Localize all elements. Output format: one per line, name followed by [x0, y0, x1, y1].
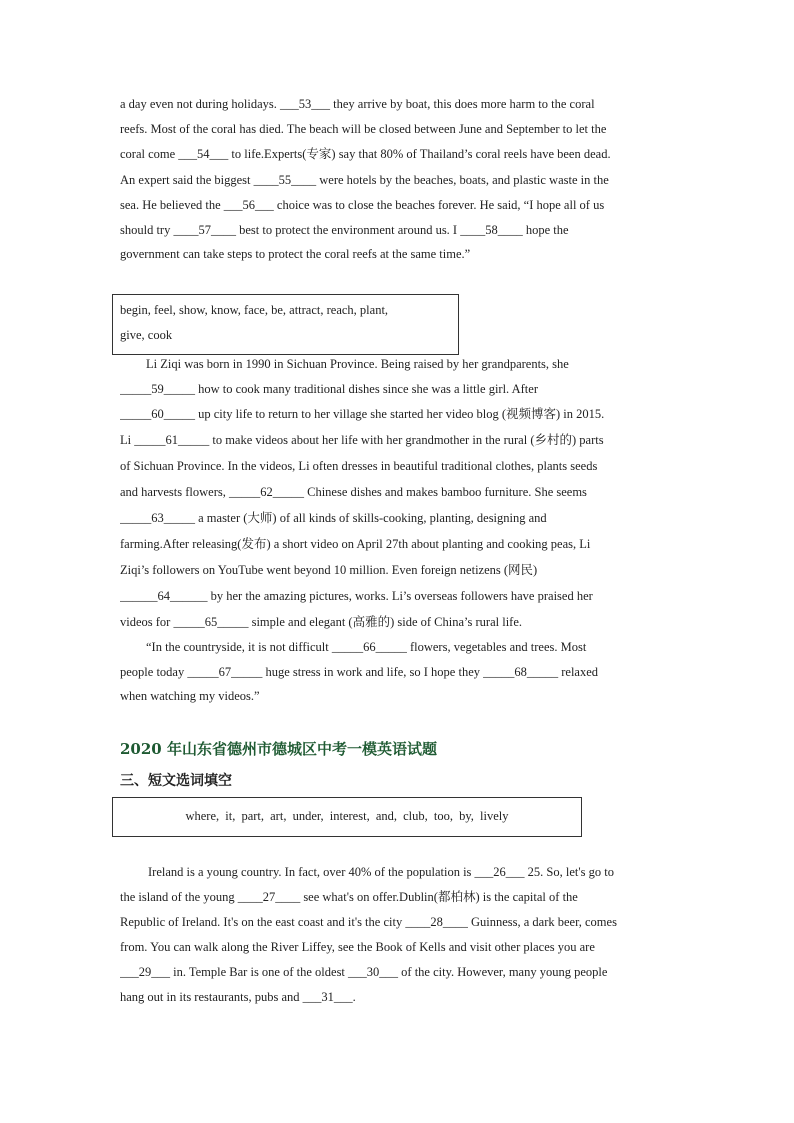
text-line: the island of the young ____27____ see what's on offer.Dublin(都柏林) is the capital of the [120, 890, 578, 904]
text-line: from. You can walk along the River Liffey, see the Book of Kells and visit other places you are [120, 940, 595, 954]
text-line: _____63_____ a master (大师) of all kinds of skills-cooking, planting, designing and [120, 511, 547, 525]
text-line: Republic of Ireland. It's on the east coast and it's the city ____28____ Guinness, a dark beer, comes [120, 915, 617, 929]
text-line: government can take steps to protect the coral reefs at the same time.” [120, 247, 471, 261]
text-line: hang out in its restaurants, pubs and ___31___. [120, 990, 356, 1004]
text-line: people today _____67_____ huge stress in work and life, so I hope they _____68_____ relaxed [120, 664, 599, 679]
text-line: sea. He believed the ___56___ choice was to close the beaches forever. He said, “I hope all of us [120, 198, 605, 212]
text-line: _____60_____ up city life to return to her village she started her video blog (视频博客) in 2015. [120, 407, 605, 421]
text-line: ___29___ in. Temple Bar is one of the oldest ___30___ of the city. However, many young people [120, 965, 608, 979]
text-line: coral come ___54___ to life.Experts(专家) say that 80% of Thailand’s coral reels have been dead. [120, 147, 611, 161]
text-line: farming.After releasing(发布) a short video on April 27th about planting and cooking peas, Li [120, 537, 591, 551]
passage-ireland [120, 860, 680, 1010]
text-line: videos for _____65_____ simple and elegant (高雅的) side of China’s rural life. [120, 615, 523, 629]
exam-title: 2020 年山东省德州市德城区中考一模英语试题 [120, 740, 437, 758]
part-title: 三、短文选词填空 [120, 773, 232, 789]
text-line: Li _____61_____ to make videos about her life with her grandmother in the rural (乡村的) parts [120, 433, 604, 447]
text-line: should try ____57____ best to protect the environment around us. I ____58____ hope the [120, 222, 569, 237]
word-bank-box: where, it, part, art, under, interest, and, club, too, by, lively [112, 797, 582, 837]
text-line: _____59_____ how to cook many traditional dishes since she was a little girl. After [120, 381, 538, 396]
text-line: Li Ziqi was born in 1990 in Sichuan Province. Being raised by her grandparents, she [146, 357, 569, 371]
text-line: a day even not during holidays. ___53___ they arrive by boat, this does more harm to the coral [120, 97, 595, 111]
text-line: An expert said the biggest ____55____ were hotels by the beaches, boats, and plastic waste in the [120, 173, 609, 187]
text-line: of Sichuan Province. In the videos, Li often dresses in beautiful traditional clothes, plants seeds [120, 459, 598, 473]
word-bank-box [112, 294, 459, 355]
text-line: when watching my videos.” [120, 689, 260, 703]
text-line: ______64______ by her the amazing pictures, works. Li’s overseas followers have praised her [120, 589, 593, 603]
passage-coral-reefs [120, 92, 676, 267]
text-line: Ireland is a young country. In fact, over 40% of the population is ___26___ 25. So, let's go to [148, 865, 614, 879]
passage-li-ziqi [120, 352, 676, 709]
word-bank-line: begin, feel, show, know, face, be, attract, reach, plant, [120, 303, 389, 317]
text-line: Ziqi’s followers on YouTube went beyond 10 million. Even foreign netizens (网民) [120, 563, 538, 577]
word-bank-line: give, cook [120, 328, 173, 342]
text-line: reefs. Most of the coral has died. The beach will be closed between June and September to let the [120, 121, 607, 136]
text-line: and harvests flowers, _____62_____ Chinese dishes and makes bamboo furniture. She seems [120, 485, 587, 499]
text-line: “In the countryside, it is not difficult _____66_____ flowers, vegetables and trees. Most [146, 640, 587, 654]
